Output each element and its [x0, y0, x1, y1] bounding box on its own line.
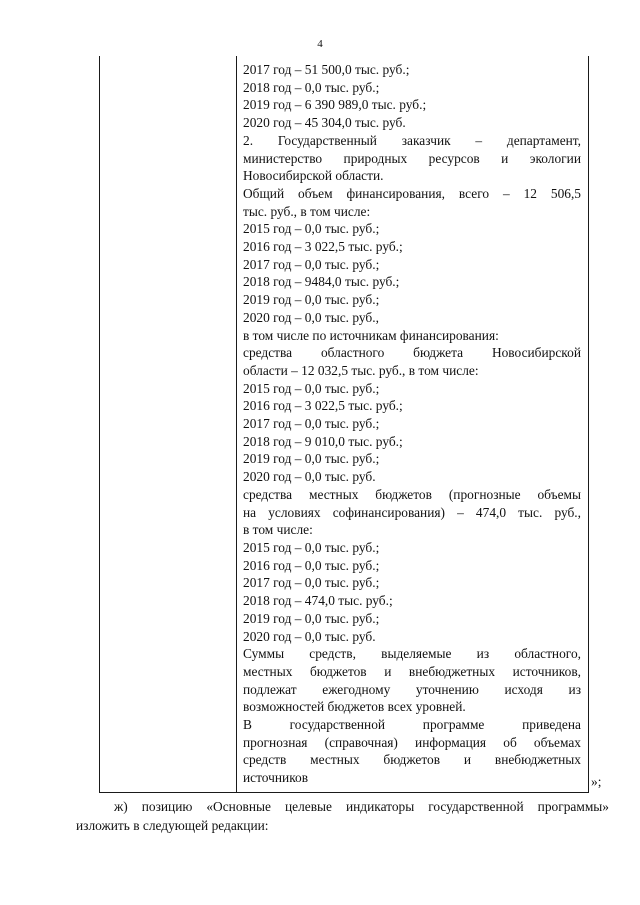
cell-line: 2017 год – 51 500,0 тыс. руб.;: [243, 62, 410, 77]
column-divider: [236, 56, 237, 792]
cell-line: 2018 год – 474,0 тыс. руб.;: [243, 593, 393, 609]
cell-line: 2019 год – 6 390 989,0 тыс. руб.;: [243, 97, 427, 113]
cell-line: 2020 год – 45 304,0 тыс. руб.: [243, 115, 406, 131]
cell-line: в том числе по источникам финансирования:: [243, 327, 499, 343]
cell-line: 2017 год – 0,0 тыс. руб.;: [243, 256, 380, 272]
financing-table: [99, 56, 589, 793]
cell-line: 2015 год – 0,0 тыс. руб.;: [243, 539, 380, 555]
cell-line: 2019 год – 0,0 тыс. руб.;: [243, 610, 380, 626]
cell-line: 2018 год – 0,0 тыс. руб.;: [243, 79, 380, 95]
paragraph-line: изложить в следующей редакции:: [76, 817, 269, 833]
cell-line: тыс. руб., в том числе:: [243, 203, 371, 219]
cell-line: Общий объем финансирования, всего – 12 506,5: [243, 185, 581, 201]
cell-line: 2020 год – 0,0 тыс. руб.,: [243, 309, 379, 325]
cell-line: возможностей бюджетов всех уровней.: [243, 699, 466, 715]
cell-line: 2016 год – 3 022,5 тыс. руб.;: [243, 239, 403, 255]
cell-line: средства местных бюджетов (прогнозные объемы: [243, 486, 581, 502]
amendment-paragraph: [76, 798, 609, 835]
paragraph-line: ж) позицию «Основные целевые индикаторы государственной программы»: [114, 799, 609, 814]
page-number: 4: [317, 38, 323, 50]
cell-line: 2015 год – 0,0 тыс. руб.;: [243, 380, 380, 396]
cell-line: 2016 год – 3 022,5 тыс. руб.;: [243, 398, 403, 414]
cell-line: области – 12 032,5 тыс. руб., в том числе:: [243, 362, 479, 378]
cell-line: источников: [243, 770, 309, 786]
cell-line: 2018 год – 9 010,0 тыс. руб.;: [243, 433, 403, 449]
cell-line: 2017 год – 0,0 тыс. руб.;: [243, 416, 380, 432]
closing-quote: »;: [591, 774, 602, 789]
cell-line: 2. Государственный заказчик – департамент,: [243, 132, 581, 148]
cell-line: средств местных бюджетов и внебюджетных: [243, 752, 581, 768]
cell-line: 2019 год – 0,0 тыс. руб.;: [243, 292, 380, 308]
cell-line: 2017 год – 0,0 тыс. руб.;: [243, 575, 380, 591]
cell-line: средства областного бюджета Новосибирской: [243, 345, 581, 361]
cell-line: на условиях софинансирования) – 474,0 тыс. руб.,: [243, 504, 581, 520]
cell-line: 2020 год – 0,0 тыс. руб.: [243, 628, 376, 644]
cell-line: 2019 год – 0,0 тыс. руб.;: [243, 451, 380, 467]
cell-line: Суммы средств, выделяемые из областного,: [243, 646, 581, 662]
cell-line: 2020 год – 0,0 тыс. руб.: [243, 469, 376, 485]
cell-line: Новосибирской области.: [243, 168, 384, 184]
cell-line: 2015 год – 0,0 тыс. руб.;: [243, 221, 380, 237]
cell-line: местных бюджетов и внебюджетных источников,: [243, 663, 581, 679]
cell-line: подлежат ежегодному уточнению исходя из: [243, 681, 581, 697]
financing-cell: [243, 61, 581, 787]
cell-line: министерство природных ресурсов и экологии: [243, 150, 581, 166]
cell-line: 2016 год – 0,0 тыс. руб.;: [243, 557, 380, 573]
cell-line: прогнозная (справочная) информация об объемах: [243, 734, 581, 750]
cell-line: 2018 год – 9484,0 тыс. руб.;: [243, 274, 400, 290]
cell-line: в том числе:: [243, 522, 313, 538]
cell-line: В государственной программе приведена: [243, 717, 581, 733]
